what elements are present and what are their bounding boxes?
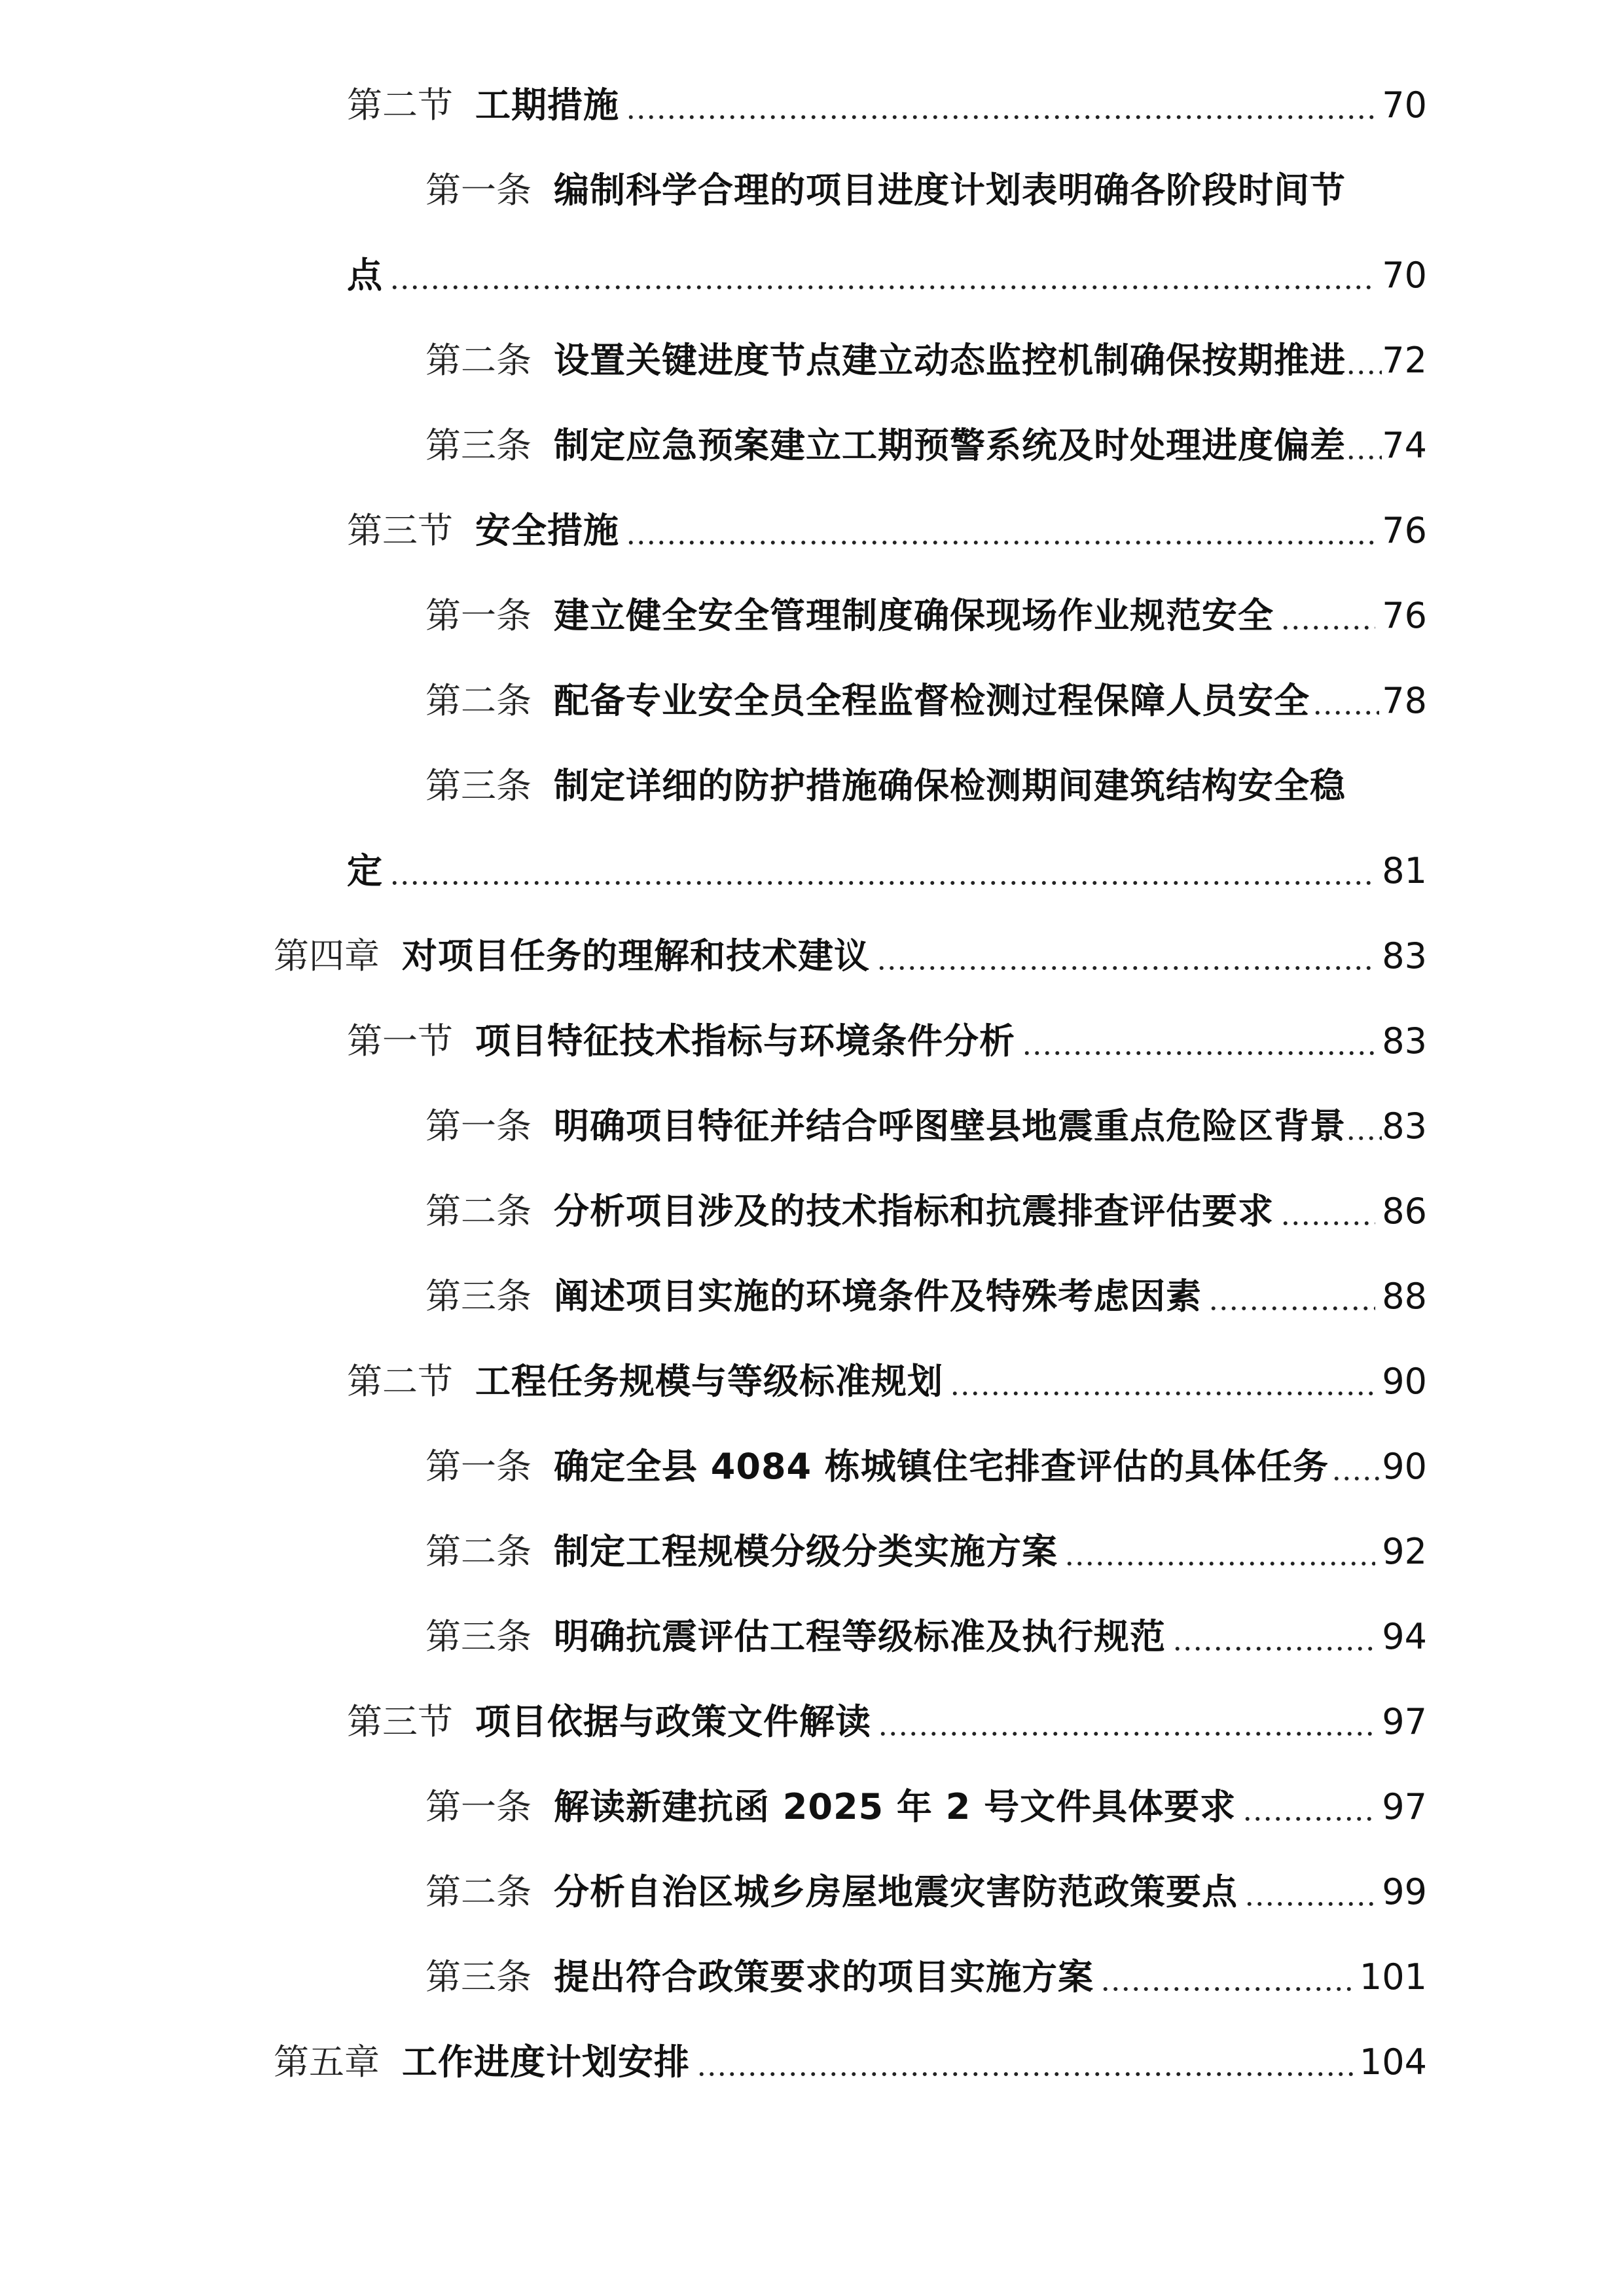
toc-entry-number: 第二节: [347, 1361, 453, 1402]
toc-entry-number: 第一节: [347, 1020, 453, 1062]
toc-entry-page: 97: [1382, 1786, 1427, 1827]
toc-entry[interactable]: [425, 328, 1427, 393]
toc-entry-number: 第二条: [425, 1871, 532, 1912]
toc-entry-page: 81: [1382, 850, 1427, 891]
toc-entry-title: 工作进度计划安排: [402, 2041, 690, 2083]
toc-entry-number: 第三条: [425, 1956, 532, 1998]
toc-entry[interactable]: [425, 583, 1427, 649]
toc-entry-number: 第二条: [425, 340, 532, 381]
toc-entry-chapter[interactable]: [274, 2030, 1427, 2095]
toc-entry-number: 第二条: [425, 1531, 532, 1572]
dot-leader: [1100, 1987, 1353, 1991]
toc-entry-title: 安全措施: [475, 510, 619, 551]
toc-entry-title: 提出符合政策要求的项目实施方案: [554, 1956, 1094, 1998]
toc-entry-number: 第二条: [425, 680, 532, 721]
toc-entry-number: 第三条: [425, 765, 532, 806]
dot-leader: [1312, 711, 1379, 715]
dot-leader: [1346, 370, 1382, 374]
toc-entry-page: 104: [1359, 2041, 1427, 2083]
toc-entry-number: 第一条: [425, 1446, 532, 1487]
toc-entry-number: 第三条: [425, 425, 532, 466]
toc-entry-page: 101: [1359, 1956, 1427, 1998]
toc-entry-number: 第二节: [347, 84, 453, 126]
dot-leader: [1331, 1477, 1379, 1480]
dot-leader: [1242, 1817, 1375, 1821]
toc-entry-number: 第三条: [425, 1616, 532, 1657]
toc-entry-title: 项目特征技术指标与环境条件分析: [475, 1020, 1015, 1062]
toc-entry-title: 编制科学合理的项目进度计划表明确各阶段时间节: [554, 170, 1346, 211]
toc-entry-title: 工程任务规模与等级标准规划: [475, 1361, 943, 1402]
toc-entry-page: 72: [1382, 340, 1427, 381]
toc-entry-number: 第一条: [425, 1105, 532, 1147]
toc-entry[interactable]: [425, 1264, 1427, 1329]
dot-leader: [389, 881, 1375, 885]
dot-leader: [1208, 1306, 1375, 1310]
toc-entry-title: 制定详细的防护措施确保检测期间建筑结构安全稳: [554, 765, 1346, 806]
toc-entry[interactable]: [425, 753, 1427, 819]
toc-entry-title: 制定应急预案建立工期预警系统及时处理进度偏差: [554, 425, 1346, 466]
toc-entry[interactable]: [425, 1859, 1427, 1925]
toc-entry-page: 78: [1382, 680, 1427, 721]
toc-entry-title: 建立健全安全管理制度确保现场作业规范安全: [554, 595, 1274, 636]
toc-entry[interactable]: [425, 1945, 1427, 2010]
toc-entry-title: 确定全县 4084 栋城镇住宅排查评估的具体任务: [554, 1446, 1329, 1487]
toc-entry[interactable]: [347, 498, 1427, 564]
dot-leader: [1022, 1051, 1375, 1055]
toc-entry-title: 工期措施: [475, 84, 619, 126]
toc-entry[interactable]: [425, 1604, 1427, 1670]
dot-leader: [696, 2072, 1353, 2076]
toc-entry-number: 第一条: [425, 1786, 532, 1827]
toc-entry-number: 第三节: [347, 510, 453, 551]
toc-entry-page: 70: [1382, 255, 1427, 296]
toc-entry-page: 92: [1382, 1531, 1427, 1572]
toc-entry-page: 74: [1382, 425, 1427, 466]
toc-entry[interactable]: [425, 1434, 1427, 1499]
dot-leader: [1346, 1136, 1382, 1140]
toc-entry-title: 明确项目特征并结合呼图壁县地震重点危险区背景: [554, 1105, 1346, 1147]
toc-entry-title: 项目依据与政策文件解读: [475, 1701, 871, 1742]
toc-entry-number: 第一条: [425, 595, 532, 636]
toc-entry-page: 86: [1382, 1191, 1427, 1232]
toc-entry[interactable]: [425, 1774, 1427, 1840]
toc-entry-number: 第三节: [347, 1701, 453, 1742]
toc-entry-page: 76: [1382, 510, 1427, 551]
toc-entry-page: 76: [1382, 595, 1427, 636]
toc-entry-title: 明确抗震评估工程等级标准及执行规范: [554, 1616, 1166, 1657]
dot-leader: [1346, 456, 1382, 459]
toc-entry[interactable]: [425, 413, 1427, 478]
toc-entry-continuation[interactable]: [347, 838, 1427, 904]
toc-entry-number: 第四章: [274, 935, 380, 977]
dot-leader: [878, 1732, 1375, 1736]
toc-entry-title: 设置关键进度节点建立动态监控机制确保按期推进: [554, 340, 1346, 381]
toc-entry-continuation[interactable]: [347, 243, 1427, 308]
toc-entry-page: 94: [1382, 1616, 1427, 1657]
toc-entry-page: 90: [1382, 1446, 1427, 1487]
toc-entry[interactable]: [425, 1094, 1427, 1159]
toc-entry[interactable]: [347, 1689, 1427, 1755]
toc-entry[interactable]: [347, 1349, 1427, 1414]
toc-entry-number: 第二条: [425, 1191, 532, 1232]
dot-leader: [1172, 1647, 1375, 1651]
toc-entry-page: 90: [1382, 1361, 1427, 1402]
toc-entry-number: 第一条: [425, 170, 532, 211]
dot-leader: [876, 966, 1375, 970]
toc-entry-page: 99: [1382, 1871, 1427, 1912]
dot-leader: [1244, 1902, 1375, 1906]
toc-entry-title: 对项目任务的理解和技术建议: [402, 935, 870, 977]
dot-leader: [950, 1391, 1375, 1395]
dot-leader: [1280, 1221, 1375, 1225]
toc-entry[interactable]: [425, 158, 1427, 223]
toc-entry-page: 70: [1382, 84, 1427, 126]
toc-entry-page: 83: [1382, 1020, 1427, 1062]
toc-entry-title: 分析自治区城乡房屋地震灾害防范政策要点: [554, 1871, 1238, 1912]
toc-entry-page: 83: [1382, 1105, 1427, 1147]
toc-entry-title: 阐述项目实施的环境条件及特殊考虑因素: [554, 1276, 1202, 1317]
toc-entry-page: 83: [1382, 935, 1427, 977]
toc-entry-title: 解读新建抗函 2025 年 2 号文件具体要求: [554, 1786, 1236, 1827]
toc-entry-number: 第三条: [425, 1276, 532, 1317]
dot-leader: [626, 115, 1375, 119]
toc-entry-title: 制定工程规模分级分类实施方案: [554, 1531, 1058, 1572]
toc-entry[interactable]: [425, 668, 1427, 734]
toc-entry-page: 97: [1382, 1701, 1427, 1742]
toc-entry[interactable]: [347, 1009, 1427, 1074]
dot-leader: [1064, 1562, 1375, 1566]
toc-entry-title-continuation: 定: [347, 850, 383, 891]
toc-entry[interactable]: [347, 73, 1427, 138]
toc-entry-title-continuation: 点: [347, 255, 383, 296]
toc-entry[interactable]: [425, 1519, 1427, 1585]
dot-leader: [1280, 626, 1375, 630]
toc-entry[interactable]: [425, 1179, 1427, 1244]
toc-entry-page: 88: [1382, 1276, 1427, 1317]
toc-entry-chapter[interactable]: [274, 924, 1427, 989]
toc-entry-number: 第五章: [274, 2041, 380, 2083]
toc-entry-title: 配备专业安全员全程监督检测过程保障人员安全: [554, 680, 1310, 721]
dot-leader: [389, 285, 1375, 289]
dot-leader: [626, 541, 1375, 545]
toc-entry-title: 分析项目涉及的技术指标和抗震排查评估要求: [554, 1191, 1274, 1232]
